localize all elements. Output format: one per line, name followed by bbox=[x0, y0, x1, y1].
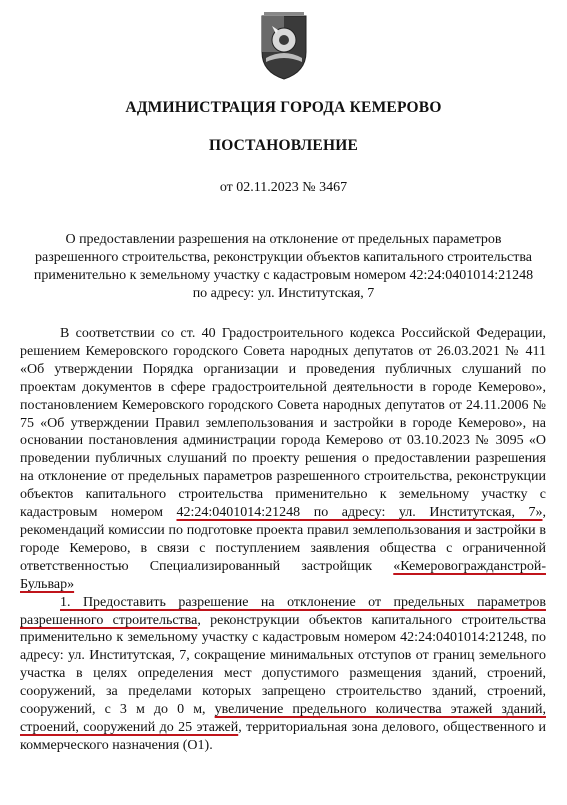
document-type: ПОСТАНОВЛЕНИЕ bbox=[208, 137, 359, 154]
item-1-text: , реконструкции объектов капитального строительства применительно к земельному участку с кадастровым номером 42:24:0401014:21248, по адресу: ул. Институтская, 7, сокращение минимальных отступов от границ земельного участка в целях определения мест допустимого размещения зданий, строений, сооружений, за пределами которых запрещено строительство зданий, строений, сооружений, с 3 м до 0 м, bbox=[20, 612, 546, 718]
item-1-paragraph bbox=[20, 594, 546, 755]
item-1-underlined-start: 1. Предоставить разрешение на отклонение от предельных параметров разрешенного строительства bbox=[20, 594, 546, 628]
organization-name: АДМИНИСТРАЦИЯ ГОРОДА КЕМЕРОВО bbox=[125, 99, 442, 116]
item-1-text-2: , территориальная зона делового, общественного и коммерческого назначения (О1). bbox=[20, 719, 546, 753]
city-coat-of-arms-icon bbox=[258, 12, 310, 80]
preamble-text: В соответствии со ст. 40 Градостроительного кодекса Российской Федерации, решением Кемеровского городского Совета народных депутатов от 26.03.2021 № 411 «Об утверждении Порядка организации и проведения публичных слушаний по проектам документов в сфере градостроительной деятельности в городе Кемерово», постановлением Кемеровского городского Совета народных депутатов от 24.11.2006 № 75 «Об утверждении Правил землепользования и застройки в городе Кемерово», на основании постановления администрации города Кемерово от 03.10.2023 № 3095 «О проведении публичных слушаний по проекту решения о предоставлении разрешения на отклонение от предельных параметров разрешенного строительства, реконструкции объектов капитального строительства применительно к земельному участку с кадастровым номером bbox=[20, 326, 546, 521]
preamble-underlined-cadastral: 42:24:0401014:21248 по адресу: ул. Институтская, 7» bbox=[176, 505, 543, 521]
preamble-paragraph bbox=[20, 325, 546, 594]
document-body bbox=[20, 325, 546, 755]
preamble-underlined-company: «Кемеровогражданстрой-Бульвар» bbox=[20, 558, 546, 592]
document-title: О предоставлении разрешения на отклонение от предельных параметров разрешенного строительства, реконструкции объектов капитального строительства применительно к земельному участку с кадастровым номером 42:24:0401014:21248 по адресу: ул. Институтская, 7 bbox=[33, 232, 534, 301]
item-1-underlined-end: увеличение предельного количества этажей зданий, строений, сооружений до 25 этажей bbox=[20, 702, 546, 735]
preamble-text-2: , рекомендаций комиссии по подготовке проекта правил землепользования и застройки в городе Кемерово, в связи с поступлением заявления общества с ограниченной ответственностью Специализированный застройщик bbox=[20, 505, 546, 574]
date-and-number: от 02.11.2023 № 3467 bbox=[219, 180, 348, 195]
